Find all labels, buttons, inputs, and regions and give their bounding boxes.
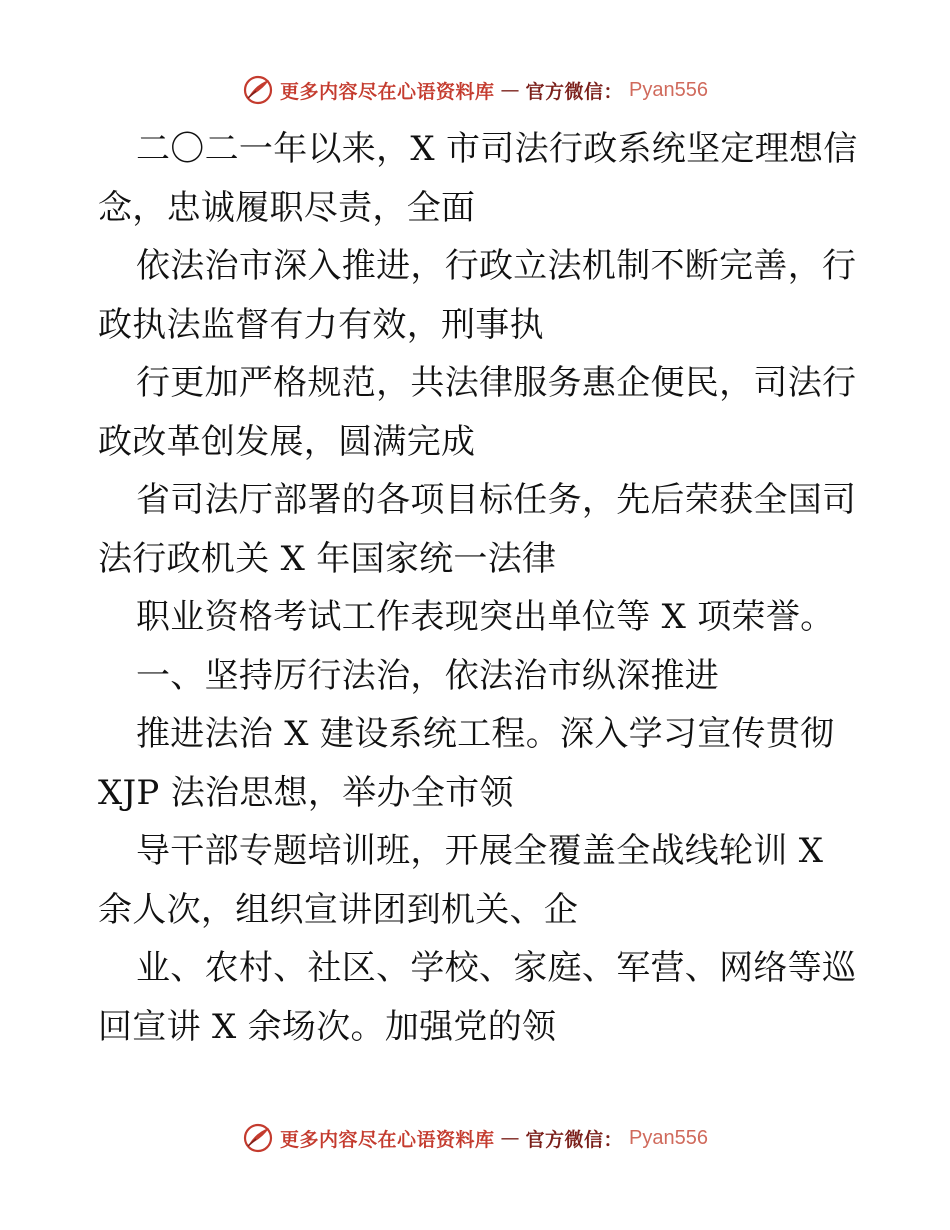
banner-text: 更多内容尽在心语资料库	[280, 1128, 495, 1151]
banner-wechat-id: Pyan556	[629, 1126, 708, 1149]
banner-text: 更多内容尽在心语资料库	[280, 80, 495, 103]
text-line: 回宣讲 X 余场次。加强党的领	[98, 1006, 557, 1047]
banner-wechat-id: Pyan556	[629, 78, 708, 101]
banner-separator: —	[500, 79, 520, 101]
text-line: 省司法厅部署的各项目标任务，先后荣获全国司	[136, 480, 857, 520]
text-line: 导干部专题培训班，开展全覆盖全战线轮训 X	[136, 831, 824, 871]
text-line: 推进法治 X 建设系统工程。深入学习宣传贯彻	[136, 714, 835, 754]
text-line: 念，忠诚履职尽责，全面	[98, 187, 476, 228]
banner-wechat-label: 官方微信：	[525, 80, 624, 103]
banner-separator: —	[500, 1127, 520, 1149]
text-line: 业、农村、社区、学校、家庭、军营、网络等巡	[136, 948, 857, 988]
quill-pen-circle-icon	[242, 74, 274, 106]
text-line: 依法治市深入推进，行政立法机制不断完善，行	[136, 246, 857, 286]
text-line: XJP 法治思想，举办全市领	[98, 772, 514, 813]
text-line: 二〇二一年以来，X 市司法行政系统坚定理想信	[136, 129, 858, 169]
header-banner	[0, 70, 950, 110]
text-line: 行更加严格规范，共法律服务惠企便民，司法行	[136, 363, 857, 403]
text-line: 余人次，组织宣讲团到机关、企	[98, 889, 579, 930]
quill-pen-circle-icon	[242, 1122, 274, 1154]
text-line: 职业资格考试工作表现突出单位等 X 项荣誉。	[136, 597, 835, 637]
text-line: 政执法监督有力有效，刑事执	[98, 304, 544, 345]
footer-banner	[0, 1118, 950, 1158]
text-line: 法行政机关 X 年国家统一法律	[98, 538, 557, 579]
text-line: 政改革创发展，圆满完成	[98, 421, 476, 462]
section-heading: 一、坚持厉行法治，依法治市纵深推进	[136, 655, 720, 696]
banner-wechat-label: 官方微信：	[525, 1128, 624, 1151]
document-body	[98, 120, 858, 1056]
